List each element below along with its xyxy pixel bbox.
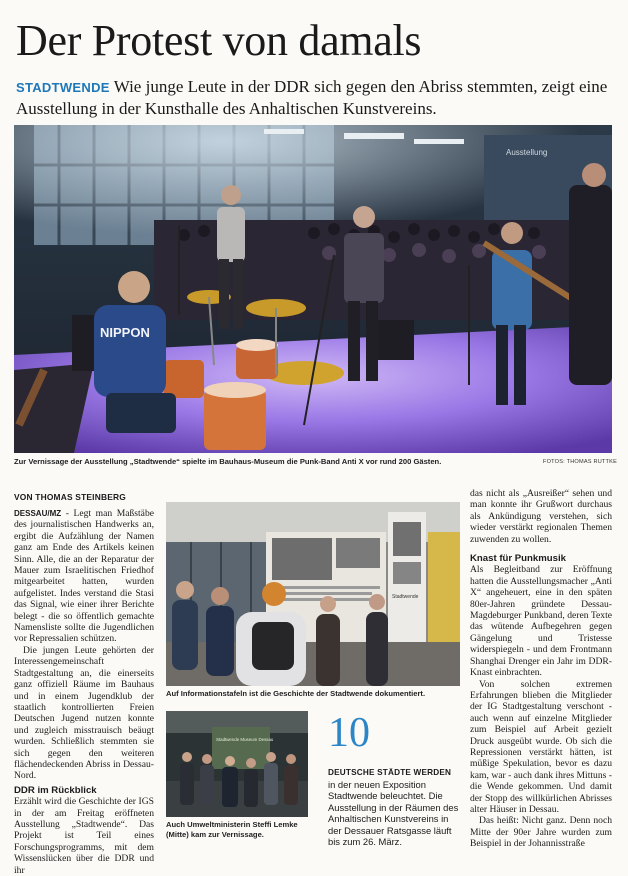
photo-credit: FOTOS: THOMAS RUTTKE bbox=[543, 459, 618, 465]
paragraph: Erzählt wird die Geschichte der IGS in der am Freitag eröffneten Ausstellung „Stadtwende“. Das Projekt ist Teil eines Forschungsprogramms, mit dem Wissenslücken über die DDR und ihr bbox=[14, 796, 154, 876]
minister-photo-caption: Auch Umweltministerin Steffi Lemke (Mitte) kam zur Vernissage. bbox=[166, 820, 298, 839]
dateline: DESSAU/MZ bbox=[14, 509, 62, 518]
photo-sign-text: Ausstellung bbox=[506, 148, 548, 157]
exhibition-photo-caption: Auf Informationstafeln ist die Geschichte der Stadtwende dokumentiert. bbox=[166, 689, 426, 698]
paragraph: das nicht als „Ausreißer“ sehen und man konnte ihr Grußwort durchaus als Ankündigung verstehen, sich wieder verstärkt regionalen Themen zuwenden zu wollen. bbox=[470, 488, 612, 545]
main-photo bbox=[14, 125, 612, 453]
paragraph: Als Begleitband zur Eröffnung hatten die Ausstellungsmacher „Anti X“ angeheuert, eine in den späten 80er-Jahren gründete Dessau-Magdeburger Punkband, deren Texte das wütende Aufbegehren gegen Gängelung und Tristesse widerspiegeln - und dem Frontmann Shanghai Drenger ein Jahr im DDR-Knast einbrachten. bbox=[470, 564, 612, 679]
paragraph bbox=[14, 508, 154, 645]
subheading-knast: Knast für Punkmusik bbox=[470, 553, 566, 565]
main-photo-caption: Zur Vernissage der Ausstellung „Stadtwende“ spielte im Bauhaus-Museum die Punk-Band Anti X vor rund 200 Gästen. bbox=[14, 457, 442, 466]
kicker: STADTWENDE bbox=[16, 80, 110, 95]
headline: Der Protest von damals bbox=[16, 16, 422, 65]
fact-text: in der neuen Exposition Stadtwende beleuchtet. Die Ausstellung in der Räumen des Anhaltischen Kunstvereins in der Dessauer Ratsgasse läuft bis zum 26. März. bbox=[328, 779, 459, 848]
minister-photo bbox=[166, 711, 308, 817]
subheading-ddr: DDR im Rückblick bbox=[14, 784, 97, 796]
jacket-text: NIPPON bbox=[100, 325, 150, 340]
exhibition-photo bbox=[166, 502, 460, 686]
paragraph: Die jungen Leute gehörten der Interessengemeinschaft Stadtgestaltung an, die einerseits ganz offiziell Räume im Bauhaus und in einem Jugendklub der staatlich kontrollierten Freien Deutschen Jugend nutzen konnte und zugleich misstrauisch beäugt wurden. Schließlich stemmten sie sich gegen den weiteren flächendeckenden Abriss in Dessau-Nord. bbox=[14, 644, 154, 782]
byline: VON THOMAS STEINBERG bbox=[14, 492, 126, 502]
paragraph-text: - Legt man Maßstäbe des journalistischen Handwerks an, ergibt die Aufzählung der Namen ganz am Ende des Artikels keinen Sinn. Alle, die an der Reparatur der Mauer zum Israelitischen Friedhof mitgearbeitet hatten, wurden aufgelistet. Indes verstand die Stasi das Signal, wie einer ihrer Berichte belegt - die so öffentlich gemachte Namensliste sollte die Jugendlichen vor Repressalien schützen. bbox=[14, 508, 154, 645]
board-text: Stadtwende bbox=[392, 594, 419, 600]
column-3 bbox=[470, 488, 612, 850]
subhead-text: Wie junge Leute in der DDR sich gegen den Abriss stemmten, zeigt eine Ausstellung in der Kunsthalle des Anhaltischen Kunstvereins. bbox=[16, 77, 608, 118]
column-1 bbox=[14, 508, 154, 876]
subhead bbox=[16, 76, 616, 119]
screen-text: Stadtwende Museum Dessau bbox=[216, 737, 274, 742]
fact-number: 10 bbox=[328, 710, 370, 756]
paragraph: Das heißt: Nicht ganz. Denn noch Mitte der 90er Jahre wurden zum Beispiel in der Johannisstraße bbox=[470, 815, 612, 850]
paragraph: Von solchen extremen Erfahrungen blieben die Mitglieder der IG Stadtgestaltung verschont - auch wenn auf einzelne Mitglieder zum Beispiel auf Arbeit gezielt Druck ausgeübt wurde. Ob sich die Repressionen verstärkt hätten, ist müßige Spekulation, bevor es dazu kam, war - auch dank ihres Mittuns - die Wende gekommen. Und damit der Stopp des willkürlichen Abrisses alter Häuser in Dessau. bbox=[470, 678, 612, 815]
fact-label: DEUTSCHE STÄDTE WERDEN bbox=[328, 768, 452, 777]
